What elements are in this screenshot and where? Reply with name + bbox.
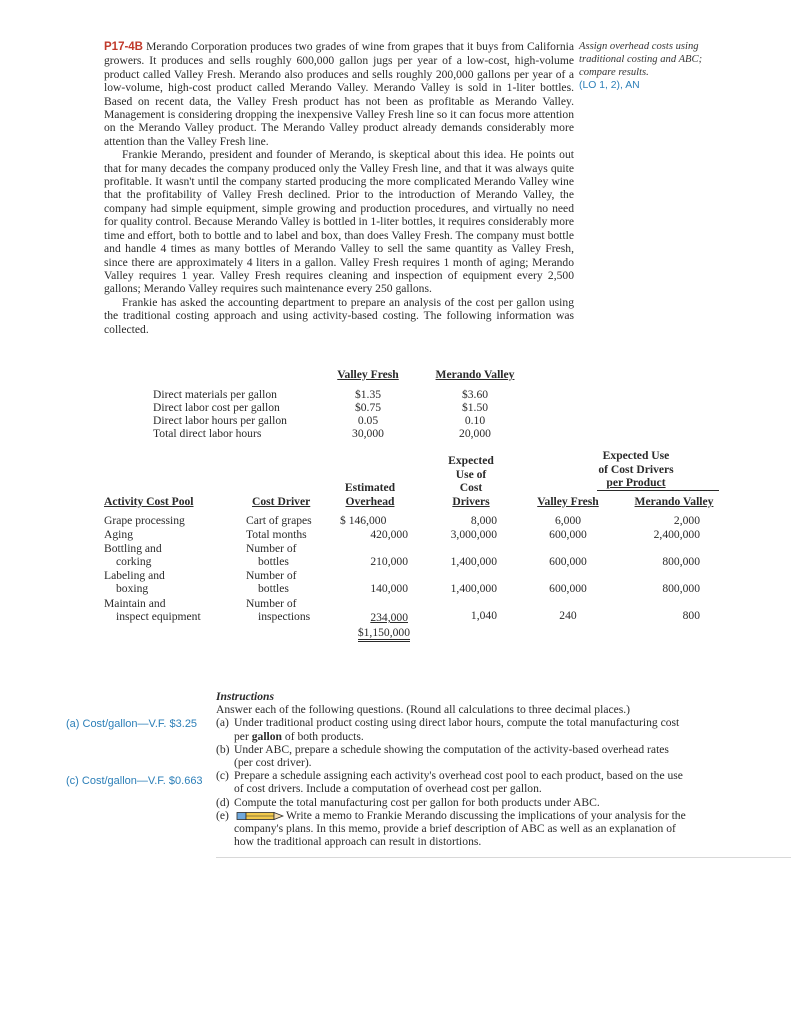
instruction-b: (b) Under ABC, prepare a schedule showing the computation of the activity-based overhead rates (per cost driver). bbox=[216, 742, 669, 770]
t1-row-label: Total direct labor hours bbox=[153, 427, 262, 440]
t1-cell: 20,000 bbox=[459, 427, 491, 440]
t2-vf: 600,000 bbox=[549, 555, 587, 568]
t1-header-vf: Valley Fresh bbox=[337, 368, 399, 381]
t2-driver-cont: bottles bbox=[258, 555, 289, 568]
t2-pool: Grape processing bbox=[104, 514, 185, 527]
margin-answer-a: (a) Cost/gallon—V.F. $3.25 bbox=[66, 718, 198, 730]
t2-overhead: 210,000 bbox=[370, 555, 408, 568]
instruction-d: (d) Compute the total manufacturing cost per gallon for both products under ABC. bbox=[216, 795, 600, 809]
t1-row-label: Direct materials per gallon bbox=[153, 388, 277, 401]
t2-header-per-product: Expected Use of Cost Drivers per Product bbox=[598, 449, 674, 489]
instructions-title: Instructions bbox=[216, 690, 274, 703]
t2-header-expected: Expected Use of Cost Drivers bbox=[448, 454, 494, 508]
t2-mv: 800,000 bbox=[662, 582, 700, 595]
t2-header-overhead: Estimated Overhead bbox=[344, 481, 396, 508]
t2-expected: 1,400,000 bbox=[450, 555, 497, 568]
t1-cell: 30,000 bbox=[352, 427, 384, 440]
instruction-e: (e) Write a memo to Frankie Merando discussing the implications of your analysis for the company's plans. In this memo, provide a brief description of ABC as well as an explanation of how the traditional approach can result in distortions. bbox=[216, 808, 686, 849]
t2-vf: 600,000 bbox=[549, 528, 587, 541]
t2-expected: 1,040 bbox=[470, 609, 497, 622]
t1-row-label: Direct labor cost per gallon bbox=[153, 401, 280, 414]
t2-header-vf: Valley Fresh bbox=[537, 495, 599, 508]
t2-expected: 3,000,000 bbox=[450, 528, 497, 541]
t2-pool: Maintain and bbox=[104, 597, 166, 610]
learning-objective: (LO 1, 2), AN bbox=[579, 80, 640, 91]
t1-cell: $1.50 bbox=[461, 401, 489, 414]
t2-driver: Total months bbox=[246, 528, 307, 541]
t1-cell: 0.10 bbox=[464, 414, 486, 427]
t2-driver: Number of bbox=[246, 597, 297, 610]
t2-overhead: 420,000 bbox=[370, 528, 408, 541]
problem-para-3: Frankie has asked the accounting department to prepare an analysis of the cost per gallon using the traditional costing approach and using activity-based costing. The following information was collected. bbox=[104, 295, 574, 336]
side-note-text: Assign overhead costs using traditional costing and ABC; compare results. bbox=[579, 41, 703, 78]
problem-text bbox=[104, 40, 574, 336]
pencil-icon bbox=[236, 811, 284, 821]
t2-pool: Aging bbox=[104, 528, 133, 541]
t2-header-driver: Cost Driver bbox=[252, 495, 311, 508]
t2-driver: Cart of grapes bbox=[246, 514, 312, 527]
instructions bbox=[216, 690, 686, 848]
t2-pool-cont: corking bbox=[116, 555, 152, 568]
t2-header-rule bbox=[597, 490, 719, 491]
t2-pool-cont: boxing bbox=[116, 582, 149, 595]
t2-overhead: 234,000 bbox=[370, 611, 408, 624]
t2-expected: 1,400,000 bbox=[450, 582, 497, 595]
t2-vf: 6,000 bbox=[554, 514, 582, 527]
t2-expected: 8,000 bbox=[470, 514, 497, 527]
t1-cell: $1.35 bbox=[354, 388, 382, 401]
t2-mv: 800,000 bbox=[662, 555, 700, 568]
t2-driver-cont: inspections bbox=[258, 610, 311, 623]
t2-overhead: 140,000 bbox=[370, 582, 408, 595]
t2-mv: 800 bbox=[682, 609, 700, 622]
problem-para-2: Frankie Merando, president and founder of Merando, is skeptical about this idea. He points out that for many decades the company produced only the Valley Fresh line, and that it was always quite profitable. It wasn't until the company started producing the more complicated Merando Valley wine that the profitability of Valley Fresh declined. Prior to the introduction of Merando Valley, the company had simple equipment, simple growing and production procedures, and virtually no need for quality control. Because Merando Valley is bottled in 1-liter bottles, it requires considerably more time and effort, both to bottle and to label and box, than does Valley Fresh. The company must bottle and handle 4 times as many bottles of Merando Valley to sell the same quantity as Valley Fresh, since there are approximately 4 liters in a gallon. Valley Fresh requires 1 month of aging; Merando Valley requires 1 year. Valley Fresh requires cleaning and inspection of equipment every 2,500 gallons; Merando Valley requires such maintenance every 250 gallons. bbox=[104, 148, 574, 296]
t1-header-mv: Merando Valley bbox=[435, 368, 515, 381]
t2-driver-cont: bottles bbox=[258, 582, 289, 595]
t2-mv: 2,400,000 bbox=[653, 528, 700, 541]
t2-pool: Bottling and bbox=[104, 542, 162, 555]
t1-row-label: Direct labor hours per gallon bbox=[153, 414, 287, 427]
margin-answer-c: (c) Cost/gallon—V.F. $0.663 bbox=[66, 775, 203, 787]
t2-total-overhead: $1,150,000 bbox=[340, 626, 410, 642]
t2-header-pool: Activity Cost Pool bbox=[104, 495, 194, 508]
t2-mv: 2,000 bbox=[673, 514, 700, 527]
instruction-c: (c) Prepare a schedule assigning each activity's overhead cost pool to each product, based on the use of cost drivers. Include a computation of overhead cost per gallon. bbox=[216, 769, 683, 796]
t1-cell: $3.60 bbox=[461, 388, 489, 401]
instruction-a: (a) Under traditional product costing using direct labor hours, compute the total manufacturing cost per gallon of both products. bbox=[216, 716, 680, 743]
t2-pool: Labeling and bbox=[104, 569, 165, 582]
t1-cell: $0.75 bbox=[354, 401, 382, 414]
problem-para-1: P17-4B Merando Corporation produces two grades of wine from grapes that it buys from California growers. It produces and sells roughly 600,000 gallon jugs per year of a low-cost, high-volume product called Valley Fresh. Merando also produces and sells roughly 200,000 gallons per year of a low-volume, high-cost product called Merando Valley. Merando Valley is sold in 1-liter bottles. Based on recent data, the Valley Fresh product has not been as profitable as Merando Valley. Management is considering dropping the inexpensive Valley Fresh line so it can focus more attention on the Merando Valley product. The Merando Valley product already demands considerably more attention than the Valley Fresh line. bbox=[104, 40, 574, 148]
bottom-divider bbox=[216, 857, 791, 858]
t2-overhead: $ 146,000 bbox=[340, 514, 387, 527]
t2-driver: Number of bbox=[246, 542, 297, 555]
problem-id: P17-4B bbox=[104, 41, 143, 53]
t2-vf: 240 bbox=[559, 609, 577, 622]
t2-pool-cont: inspect equipment bbox=[116, 610, 201, 623]
instructions-intro: Answer each of the following questions. (Round all calculations to three decimal places.) bbox=[216, 703, 631, 717]
t2-vf: 600,000 bbox=[549, 582, 587, 595]
t2-header-mv: Merando Valley bbox=[634, 495, 714, 508]
side-note bbox=[579, 40, 739, 92]
t1-cell: 0.05 bbox=[357, 414, 379, 427]
t2-driver: Number of bbox=[246, 569, 297, 582]
